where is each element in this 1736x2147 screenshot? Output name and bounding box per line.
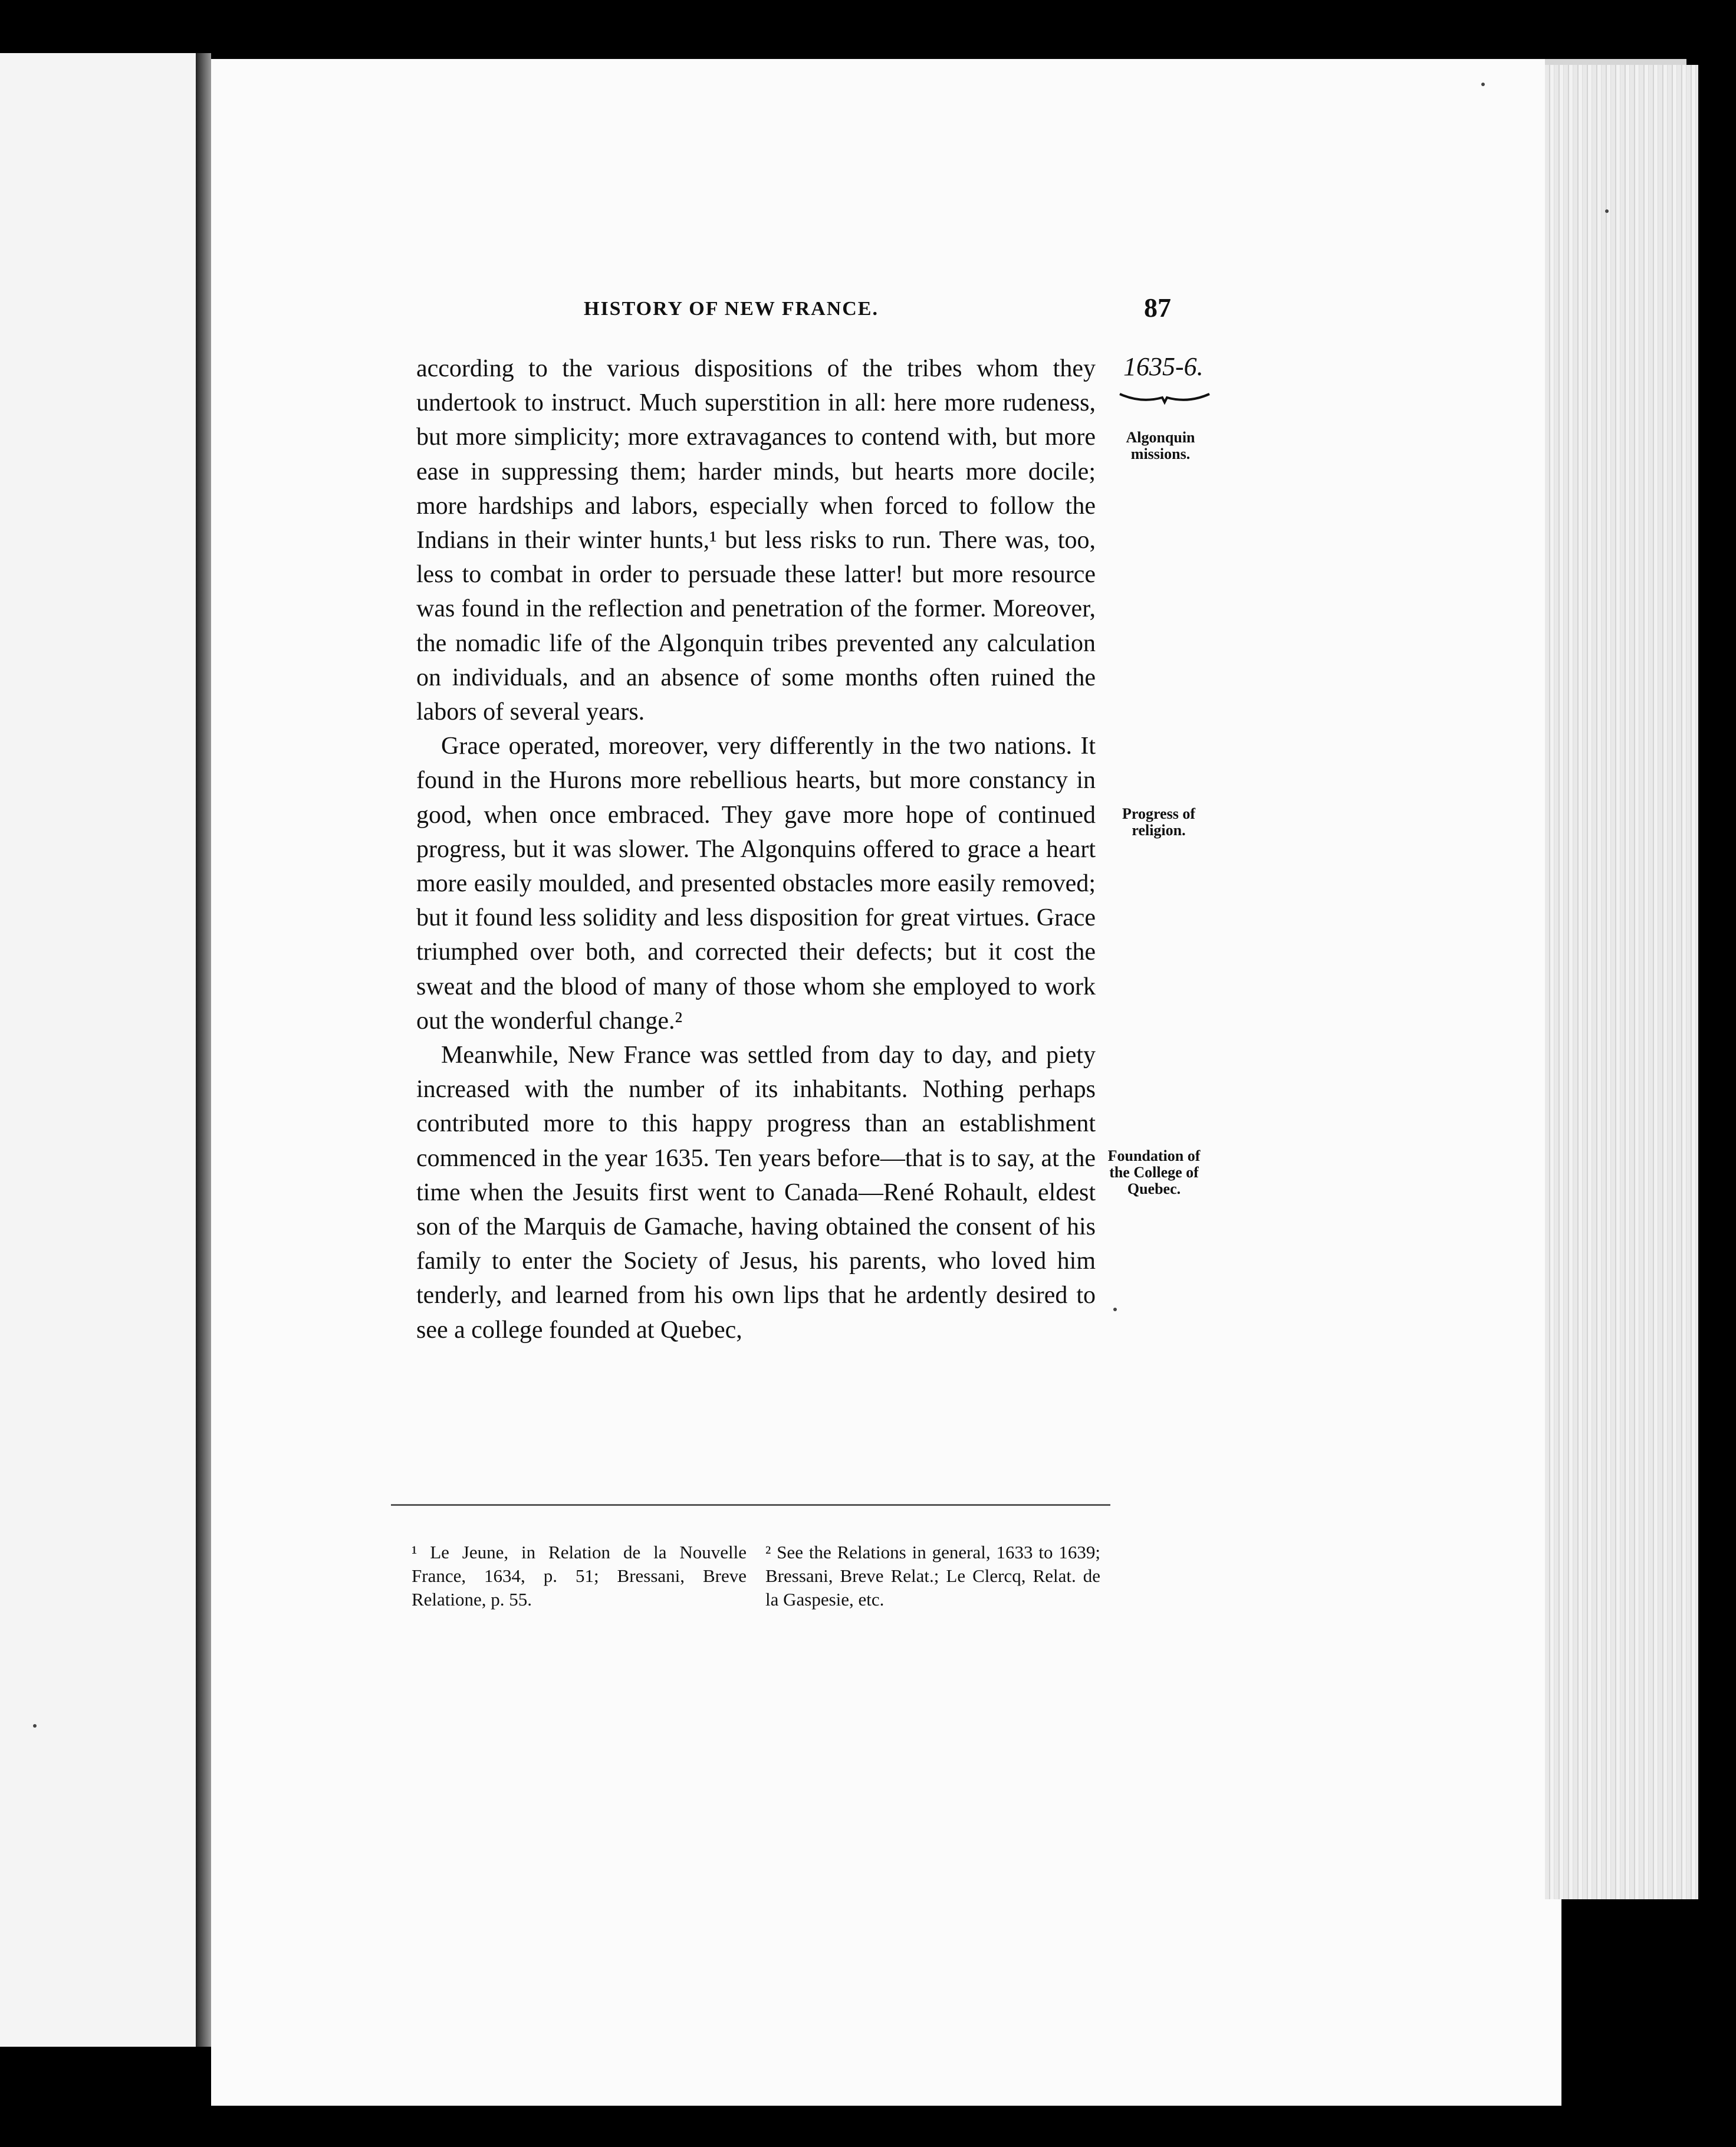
margin-year: 1635-6. [1123, 352, 1204, 381]
page-number: 87 [1144, 293, 1171, 323]
page-stack-fore-edge [1545, 65, 1698, 1899]
scan-speck [1113, 1308, 1117, 1311]
sidenote-foundation-college: Foundation of the College of Quebec. [1107, 1147, 1201, 1197]
footnote-divider [391, 1504, 1110, 1506]
paragraph: according to the various dispositions of the tribes whom they undertook to instruct. Much superstition in all: here more rudeness, but more simplicity; more extravagances to contend with, but more ease in suppressing them; harder minds, but hearts more docile; more hardships and labors, especially when forced to follow the Indians in their winter hunts,¹ but less risks to run. There was, too, less to combat in order to persuade these latter! but more resource was found in the reflection and penetration of the former. Moreover, the nomadic life of the Algonquin tribes prevented any calculation on individuals, and an absence of some months often ruined the labors of several years. [416, 355, 1096, 726]
paragraph: Meanwhile, New France was settled from day to day, and piety increased with the number of its inhabitants. Nothing perhaps contributed more to this happy progress than an establishment commenced in the year 1635. Ten years before—that is to say, at the time when the Jesuits first went to Canada—René Rohault, eldest son of the Marquis de Gamache, having obtained the consent of his family to enter the Society of Jesus, his parents, who loved him tenderly, and learned from his own lips that he ardently desired to see a college founded at Quebec, [416, 1042, 1096, 1344]
footnote: ² See the Relations in general, 1633 to 1639; Bressani, Breve Relat.; Le Clercq, Relat. de la Gaspesie, etc. [765, 1542, 1100, 1610]
scan-speck [33, 1724, 37, 1728]
left-facing-page-edge [0, 53, 203, 2047]
scan-speck [1605, 209, 1609, 213]
sidenote-algonquin-missions: Algonquin missions. [1126, 429, 1195, 462]
running-head: HISTORY OF NEW FRANCE. [584, 298, 879, 320]
body-text [416, 352, 1096, 1347]
sidenote-progress-of-religion: Progress of religion. [1122, 805, 1195, 839]
footnote: ¹ Le Jeune, in Relation de la Nouvelle France, 1634, p. 51; Bressani, Breve Relatione, p. 55. [412, 1542, 747, 1610]
paragraph: Grace operated, moreover, very differently in the two nations. It found in the Hurons more rebellious hearts, but more constancy in good, when once embraced. They gave more hope of continued progress, but it was slower. The Algonquins offered to grace a heart more easily moulded, and presented obstacles more easily removed; but it found less solidity and less disposition for great virtues. Grace triumphed over both, and corrected their defects; but it cost the sweat and the blood of many of those whom she employed to work out the wonderful change.² [416, 733, 1096, 1035]
margin-brace-ornament [1117, 389, 1212, 407]
scan-speck [1481, 83, 1485, 86]
book-gutter [196, 53, 211, 2047]
